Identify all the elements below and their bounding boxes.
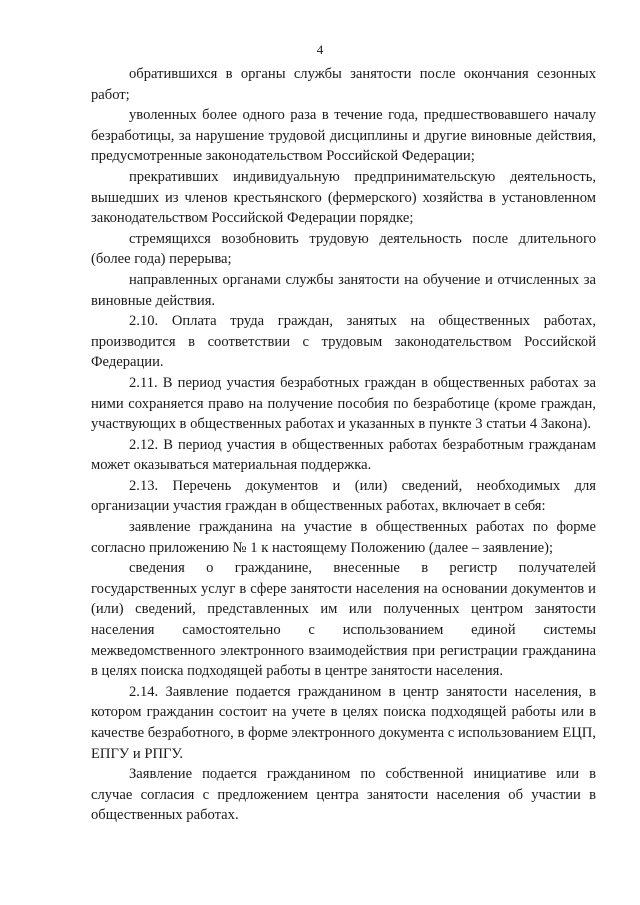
paragraph-2-11: 2.11. В период участия безработных граждан в общественных работах за ними сохраняется право на получение пособия по безработице (кроме граждан, участвующих в общественных работах и указанных в пункте 3 статьи 4 Закона). bbox=[91, 374, 596, 433]
paragraph-long-break: стремящихся возобновить трудовую деятельность после длительного (более года) перерыва; bbox=[91, 230, 596, 268]
paragraph-expelled-trainees: направленных органами службы занятости на обучение и отчисленных за виновные действия. bbox=[91, 271, 596, 309]
paragraph-2-13: 2.13. Перечень документов и (или) сведений, необходимых для организации участия граждан в общественных работах, включает в себя: bbox=[91, 477, 596, 515]
paragraph-seasonal-workers: обратившихся в органы службы занятости после окончания сезонных работ; bbox=[91, 66, 596, 103]
paragraph-application-initiative: Заявление подается гражданином по собственной инициативе или в случае согласия с предложением центра занятости населения об участии в общественных работах. bbox=[91, 766, 596, 824]
page-number: 4 bbox=[316, 42, 324, 57]
paragraph-2-10: 2.10. Оплата труда граждан, занятых на общественных работах, производится в соответствии с трудовым законодательством Российской Федерации. bbox=[91, 313, 596, 371]
paragraph-application-form: заявление гражданина на участие в общественных работах по форме согласно приложению № 1 к настоящему Положению (далее – заявление); bbox=[91, 519, 596, 556]
paragraph-2-12: 2.12. В период участия в общественных работах безработным гражданам может оказываться материальная поддержка. bbox=[91, 436, 596, 474]
paragraph-2-14: 2.14. Заявление подается гражданином в центр занятости населения, в котором гражданин состоит на учете в целях поиска подходящей работы или в качестве безработного, в форме электронного документа с использованием ЕЦП, ЕПГУ и РПГУ. bbox=[91, 683, 596, 762]
paragraph-entrepreneurs: прекративших индивидуальную предпринимательскую деятельность, вышедших из членов крестьянского (фермерского) хозяйства в установленном законодательством Российской Федерации порядке; bbox=[91, 168, 596, 227]
paragraph-registry-info: сведения о гражданине, внесенные в регистр получателей государственных услуг в сфере занятости населения на основании документов и (или) сведений, представленных им или полученных центром занятости населения самостоятельно с использованием единой системы межведомственного электронного взаимодействия при регистрации гражданина в целях поиска подходящей работы в центре занятости населения. bbox=[91, 560, 596, 680]
paragraph-dismissed-workers: уволенных более одного раза в течение года, предшествовавшего началу безработицы, за нарушение трудовой дисциплины и другие виновные действия, предусмотренные законодательством Российской Федерации; bbox=[91, 107, 596, 165]
document-body bbox=[91, 64, 596, 826]
